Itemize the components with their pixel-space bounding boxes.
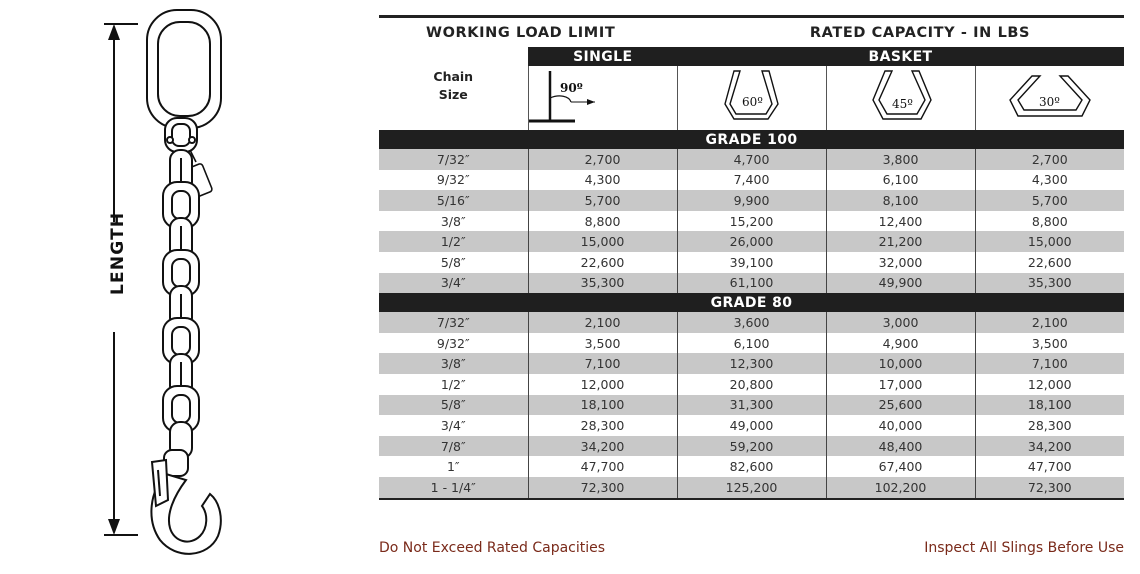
basket-45-icon-cell (826, 66, 975, 130)
table-row (379, 395, 1124, 416)
arrow-down-icon (108, 519, 120, 535)
basket-45-capacity-cell: 67,400 (826, 456, 975, 477)
basket-60-capacity-cell: 12,300 (677, 353, 826, 374)
basket-header: BASKET (677, 47, 1124, 66)
basket-45-capacity-cell: 10,000 (826, 353, 975, 374)
basket-60-capacity-cell: 125,200 (677, 477, 826, 499)
single-capacity-cell: 18,100 (528, 395, 677, 416)
chain-size-cell: 3/4″ (379, 273, 528, 294)
chain-size-cell: 1″ (379, 456, 528, 477)
single-capacity-cell: 34,200 (528, 436, 677, 457)
single-vertical-hitch-icon (529, 66, 678, 126)
single-capacity-cell: 5,700 (528, 190, 677, 211)
single-capacity-cell: 2,700 (528, 149, 677, 170)
capacity-table-body (379, 130, 1124, 499)
grade-header-row (379, 130, 1124, 149)
basket-30-capacity-cell: 35,300 (975, 273, 1124, 294)
table-row (379, 190, 1124, 211)
basket-60-capacity-cell: 4,700 (677, 149, 826, 170)
footer-warning-right: Inspect All Slings Before Use (924, 540, 1124, 556)
basket-45-capacity-cell: 48,400 (826, 436, 975, 457)
basket-30-hitch-icon (976, 66, 1125, 126)
basket-60-icon-cell (677, 66, 826, 130)
master-link (147, 10, 221, 128)
basket-30-capacity-cell: 28,300 (975, 415, 1124, 436)
basket-60-capacity-cell: 9,900 (677, 190, 826, 211)
basket-30-capacity-cell: 8,800 (975, 211, 1124, 232)
single-capacity-cell: 8,800 (528, 211, 677, 232)
single-capacity-cell: 12,000 (528, 374, 677, 395)
basket-30-capacity-cell: 34,200 (975, 436, 1124, 457)
basket-45-capacity-cell: 49,900 (826, 273, 975, 294)
basket-45-capacity-cell: 12,400 (826, 211, 975, 232)
chain-sling-diagram (0, 0, 370, 574)
basket-30-capacity-cell: 15,000 (975, 231, 1124, 252)
length-label: LENGTH (108, 211, 128, 295)
table-row (379, 415, 1124, 436)
sling-hook (151, 450, 220, 554)
chain-size-cell: 7/8″ (379, 436, 528, 457)
basket-45-angle-label: 45º (891, 97, 913, 111)
table-row (379, 170, 1124, 191)
chain-size-label-line1: Chain (433, 69, 474, 84)
basket-30-capacity-cell: 2,700 (975, 149, 1124, 170)
chain-size-cell: 1/2″ (379, 374, 528, 395)
basket-30-capacity-cell: 18,100 (975, 395, 1124, 416)
basket-45-capacity-cell: 102,200 (826, 477, 975, 499)
basket-45-capacity-cell: 21,200 (826, 231, 975, 252)
basket-60-capacity-cell: 61,100 (677, 273, 826, 294)
grade-label: GRADE 80 (379, 293, 1124, 312)
basket-45-capacity-cell: 25,600 (826, 395, 975, 416)
single-capacity-cell: 35,300 (528, 273, 677, 294)
basket-30-capacity-cell: 47,700 (975, 456, 1124, 477)
basket-30-capacity-cell: 5,700 (975, 190, 1124, 211)
basket-60-capacity-cell: 49,000 (677, 415, 826, 436)
basket-30-capacity-cell: 7,100 (975, 353, 1124, 374)
single-capacity-cell: 7,100 (528, 353, 677, 374)
basket-60-capacity-cell: 7,400 (677, 170, 826, 191)
table-row (379, 273, 1124, 294)
working-load-limit-title: WORKING LOAD LIMIT (379, 17, 677, 48)
table-row (379, 333, 1124, 354)
single-capacity-cell: 28,300 (528, 415, 677, 436)
basket-60-capacity-cell: 39,100 (677, 252, 826, 273)
chain-size-cell: 1/2″ (379, 231, 528, 252)
basket-30-capacity-cell: 12,000 (975, 374, 1124, 395)
table-row (379, 231, 1124, 252)
single-capacity-cell: 15,000 (528, 231, 677, 252)
footer-warning-left: Do Not Exceed Rated Capacities (379, 540, 606, 556)
basket-45-capacity-cell: 6,100 (826, 170, 975, 191)
rated-capacity-title: RATED CAPACITY - IN LBS (677, 17, 1124, 48)
basket-30-capacity-cell: 72,300 (975, 477, 1124, 499)
single-capacity-cell: 4,300 (528, 170, 677, 191)
grade-header-row (379, 293, 1124, 312)
table-row (379, 312, 1124, 333)
basket-45-capacity-cell: 17,000 (826, 374, 975, 395)
chain-size-cell: 3/8″ (379, 211, 528, 232)
basket-60-capacity-cell: 59,200 (677, 436, 826, 457)
basket-60-capacity-cell: 82,600 (677, 456, 826, 477)
basket-60-hitch-icon (678, 66, 827, 126)
basket-60-capacity-cell: 20,800 (677, 374, 826, 395)
grade-label: GRADE 100 (379, 130, 1124, 149)
single-capacity-cell: 72,300 (528, 477, 677, 499)
basket-60-capacity-cell: 26,000 (677, 231, 826, 252)
chain-size-label-line2: Size (438, 87, 468, 102)
chain-size-cell: 9/32″ (379, 333, 528, 354)
capacity-table (379, 15, 1124, 500)
basket-30-capacity-cell: 3,500 (975, 333, 1124, 354)
basket-45-capacity-cell: 3,800 (826, 149, 975, 170)
table-row (379, 477, 1124, 499)
table-row (379, 353, 1124, 374)
table-row (379, 252, 1124, 273)
basket-60-capacity-cell: 3,600 (677, 312, 826, 333)
chain-size-cell: 3/8″ (379, 353, 528, 374)
basket-30-angle-label: 30º (1038, 95, 1060, 109)
hitch-type-band (379, 47, 1124, 66)
chain-size-cell: 5/8″ (379, 252, 528, 273)
basket-45-capacity-cell: 3,000 (826, 312, 975, 333)
single-capacity-cell: 47,700 (528, 456, 677, 477)
basket-45-capacity-cell: 8,100 (826, 190, 975, 211)
table-row (379, 149, 1124, 170)
table-row (379, 374, 1124, 395)
single-vertical-icon-cell (528, 66, 677, 130)
angle-icons-row (379, 66, 1124, 130)
basket-45-capacity-cell: 40,000 (826, 415, 975, 436)
single-capacity-cell: 2,100 (528, 312, 677, 333)
basket-30-icon-cell (975, 66, 1124, 130)
chain-size-cell: 5/8″ (379, 395, 528, 416)
connector (165, 118, 197, 152)
basket-45-capacity-cell: 32,000 (826, 252, 975, 273)
table-row (379, 436, 1124, 457)
table-title-row (379, 17, 1124, 48)
table-row (379, 211, 1124, 232)
chain-size-cell: 7/32″ (379, 312, 528, 333)
basket-30-capacity-cell: 2,100 (975, 312, 1124, 333)
basket-45-capacity-cell: 4,900 (826, 333, 975, 354)
chain-size-cell: 1 - 1/4″ (379, 477, 528, 499)
basket-30-capacity-cell: 22,600 (975, 252, 1124, 273)
single-capacity-cell: 22,600 (528, 252, 677, 273)
chain-size-cell: 9/32″ (379, 170, 528, 191)
chain-size-header (379, 66, 528, 130)
chain-size-cell: 3/4″ (379, 415, 528, 436)
basket-60-capacity-cell: 15,200 (677, 211, 826, 232)
basket-30-capacity-cell: 4,300 (975, 170, 1124, 191)
single-angle-label: 90º (559, 81, 583, 95)
basket-60-angle-label: 60º (741, 95, 763, 109)
basket-60-capacity-cell: 31,300 (677, 395, 826, 416)
arrow-up-icon (108, 24, 120, 40)
chain-size-cell: 7/32″ (379, 149, 528, 170)
blank-cell (379, 47, 528, 66)
chain-links (163, 150, 199, 458)
chain-size-cell: 5/16″ (379, 190, 528, 211)
single-capacity-cell: 3,500 (528, 333, 677, 354)
basket-45-hitch-icon (827, 66, 976, 126)
single-header: SINGLE (528, 47, 677, 66)
basket-60-capacity-cell: 6,100 (677, 333, 826, 354)
table-row (379, 456, 1124, 477)
